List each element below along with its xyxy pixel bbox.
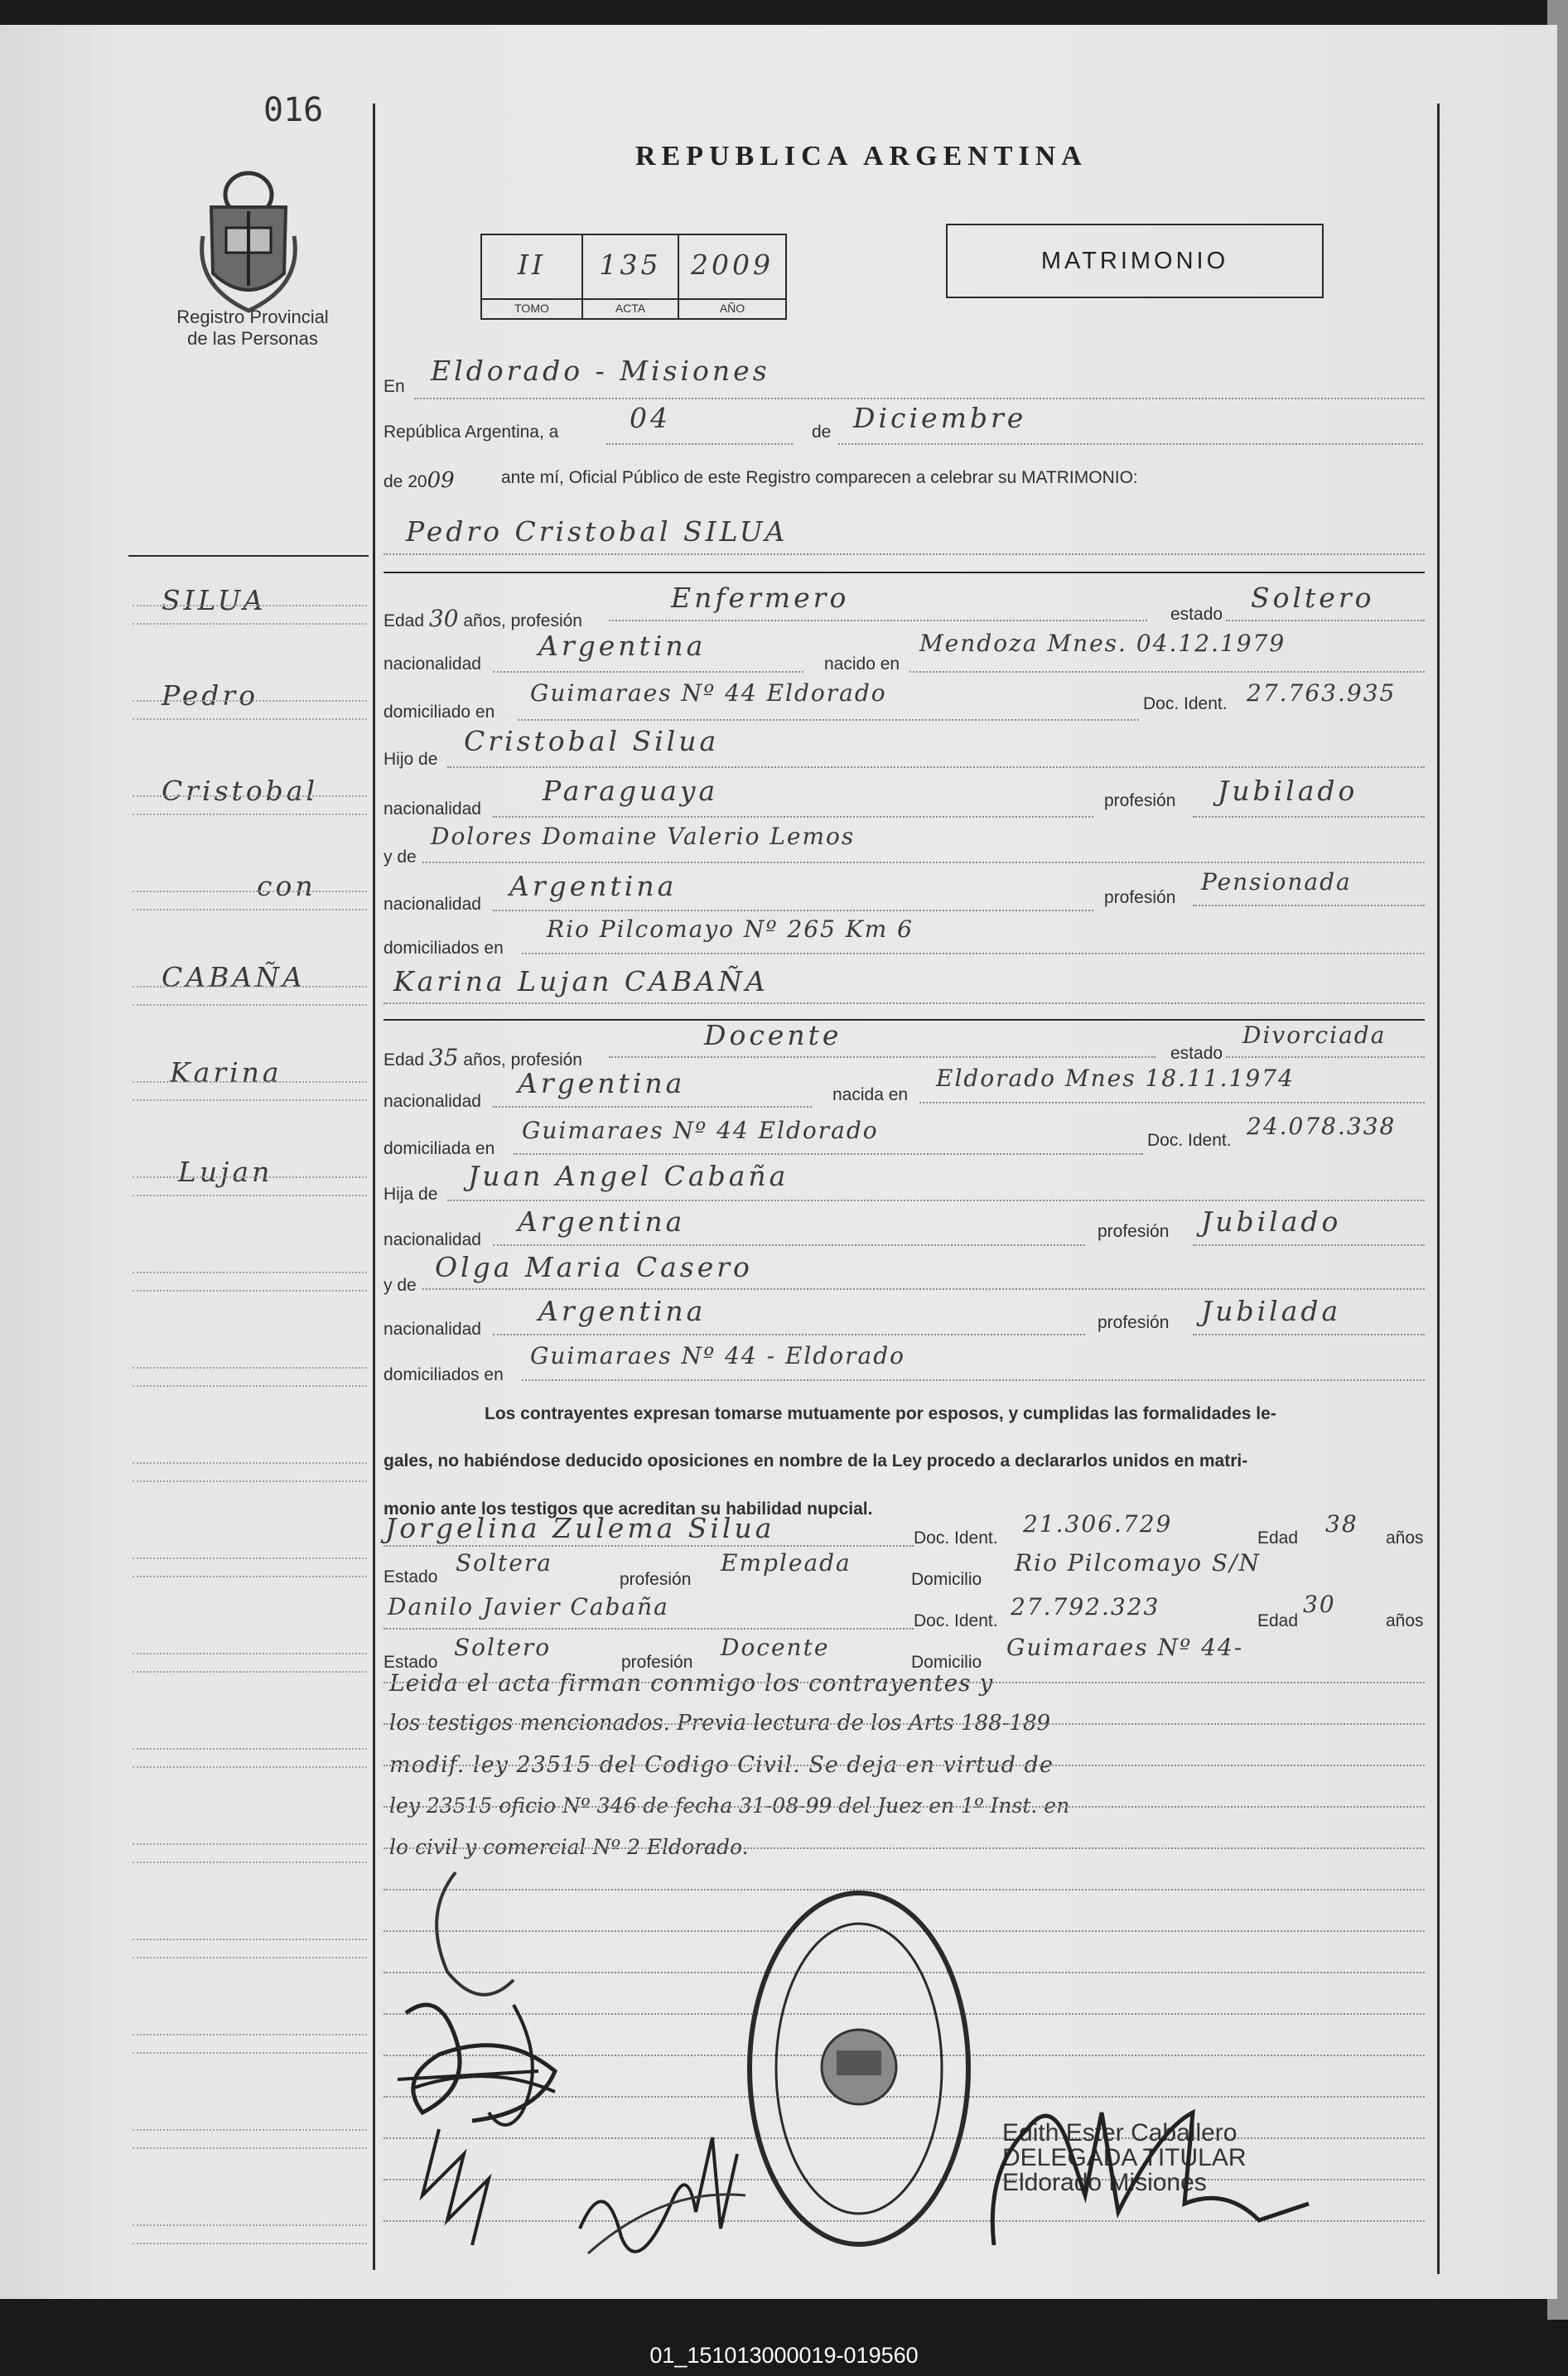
witness1-prof-label: profesión: [620, 1570, 692, 1589]
bride-age-label: Edad 35 años, profesión: [384, 1044, 582, 1071]
bride-father-nationality: Argentina: [518, 1205, 686, 1238]
margin-note-6: Karina: [170, 1056, 282, 1089]
bride-estado-label: estado: [1170, 1044, 1223, 1063]
note-line-5: lo civil y comercial Nº 2 Eldorado.: [389, 1835, 749, 1859]
groom-mother-profession: Pensionada: [1201, 868, 1352, 896]
opening-statement: ante mí, Oficial Público de este Registro comparecen a celebrar su MATRIMONIO:: [501, 468, 1138, 487]
witness2-doc-label: Doc. Ident.: [914, 1611, 998, 1630]
registry-name-line1: Registro Provincial: [176, 307, 329, 327]
year-suffix-value: 09: [427, 468, 455, 493]
witness1-age: 38: [1325, 1510, 1358, 1538]
witness2-name: Danilo Javier Cabaña: [388, 1593, 669, 1620]
acta-label: ACTA: [615, 302, 646, 315]
groom-nationality: Argentina: [538, 630, 707, 662]
margin-note-4: con: [257, 870, 316, 902]
groom-father-profession: Jubilado: [1218, 775, 1358, 807]
bride-and-of-label: y de: [384, 1276, 417, 1295]
margin-top-rule: [128, 555, 369, 557]
anio-label: AÑO: [719, 302, 745, 315]
bride-doc-label: Doc. Ident.: [1147, 1131, 1232, 1150]
groom-marital-status: Soltero: [1251, 582, 1375, 614]
year-prefix-label: de 2009: [384, 468, 455, 493]
witness1-age-label: Edad: [1257, 1528, 1299, 1548]
witness1-name: Jorgelina Zulema Silua: [385, 1512, 775, 1544]
month-value: Diciembre: [853, 402, 1027, 434]
bride-mother-profession: Jubilada: [1201, 1295, 1342, 1327]
record-type: MATRIMONIO: [1040, 247, 1229, 274]
groom-age-label: Edad 30 años, profesión: [384, 605, 582, 632]
registry-number-box: [480, 234, 787, 320]
margin-note-1: SILUA: [162, 584, 267, 616]
groom-full-name: Pedro Cristobal SILUA: [406, 515, 789, 548]
margin-note-7: Lujan: [178, 1156, 273, 1188]
left-column-rule: [373, 104, 375, 2270]
record-type-box: [946, 224, 1324, 298]
witness1-address: Rio Pilcomayo S/N: [1015, 1549, 1262, 1577]
witness2-doc: 27.792.323: [1011, 1593, 1160, 1620]
witness2-address: Guimaraes Nº 44-: [1006, 1634, 1244, 1661]
registry-crest-icon: [186, 162, 311, 319]
witness2-address-label: Domicilio: [911, 1653, 982, 1672]
groom-father: Cristobal Silua: [464, 725, 720, 757]
witness2-status: Soltero: [454, 1634, 552, 1661]
margin-note-3: Cristobal: [162, 775, 318, 807]
bride-born-label: nacida en: [832, 1085, 909, 1104]
bride-mother: Olga Maria Casero: [435, 1251, 753, 1283]
groom-nat-label: nacionalidad: [384, 654, 481, 674]
groom-section-rule: [384, 572, 1425, 573]
country-title: REPUBLICA ARGENTINA: [635, 141, 1088, 171]
witness1-doc-label: Doc. Ident.: [914, 1528, 998, 1548]
witness2-status-label: Estado: [384, 1653, 438, 1672]
witness-signature: [572, 2088, 770, 2287]
delegate-place: Eldorado Misiones: [1002, 2169, 1207, 2196]
delegate-role: DELEGADA TITULAR: [1002, 2144, 1247, 2171]
bride-doc: 24.078.338: [1247, 1113, 1397, 1140]
groom-birth: Mendoza Mnes. 04.12.1979: [919, 630, 1286, 657]
bride-mother-nationality: Argentina: [538, 1295, 707, 1327]
bride-parents-address: Guimaraes Nº 44 - Eldorado: [530, 1342, 906, 1369]
groom-address-label: domiciliado en: [384, 703, 495, 722]
certificate-sheet: [0, 25, 1557, 2299]
bride-father-prof-label: profesión: [1098, 1222, 1170, 1241]
groom-mother-nat-label: nacionalidad: [384, 895, 481, 914]
groom-doc-label: Doc. Ident.: [1143, 694, 1228, 713]
groom-mother-nationality: Argentina: [509, 870, 678, 902]
bride-mother-prof-label: profesión: [1098, 1313, 1170, 1332]
day-value: 04: [630, 402, 671, 434]
registry-name-line2: de las Personas: [187, 328, 318, 349]
declaration-line2: gales, no habiéndose deducido oposiciones en nombre de la Ley procedo a declararlos unidos en matri-: [384, 1451, 1248, 1471]
right-border-rule: [1437, 104, 1440, 2274]
delegate-signature: [977, 2079, 1325, 2262]
bride-mother-nat-label: nacionalidad: [384, 1320, 481, 1339]
groom-born-label: nacido en: [824, 654, 900, 674]
margin-note-2: Pedro: [162, 679, 259, 712]
declaration-line1: Los contrayentes expresan tomarse mutuamente por esposos, y cumplidas las formalidades le-: [485, 1404, 1276, 1423]
witness1-doc: 21.306.729: [1023, 1510, 1173, 1538]
bride-daughter-of-label: Hija de: [384, 1185, 438, 1204]
note-line-4: ley 23515 oficio Nº 346 de fecha 31-08-99 del Juez en 1º Inst. en: [389, 1794, 1070, 1818]
page-number: 016: [263, 91, 324, 129]
groom-son-of-label: Hijo de: [384, 750, 438, 769]
bride-nat-label: nacionalidad: [384, 1092, 481, 1111]
bride-profession: Docente: [704, 1019, 842, 1051]
groom-parents-address: Rio Pilcomayo Nº 265 Km 6: [547, 915, 914, 943]
bride-age: 35: [428, 1044, 459, 1071]
witness1-status: Soltera: [456, 1549, 552, 1577]
bride-father: Juan Angel Cabaña: [468, 1160, 789, 1192]
bride-full-name: Karina Lujan CABAÑA: [393, 965, 769, 997]
note-line-2: los testigos mencionados. Previa lectura de los Arts 188-189: [389, 1711, 1051, 1736]
bride-address: Guimaraes Nº 44 Eldorado: [522, 1117, 879, 1144]
groom-address: Guimaraes Nº 44 Eldorado: [530, 679, 887, 707]
declaration-line3: monio ante los testigos que acreditan su habilidad nupcial.: [384, 1499, 873, 1519]
groom-father-prof-label: profesión: [1104, 791, 1176, 810]
groom-profession: Enfermero: [671, 582, 850, 614]
witness2-prof-label: profesión: [621, 1653, 693, 1672]
bride-parents-address-label: domiciliados en: [384, 1365, 504, 1384]
groom-mother-prof-label: profesión: [1104, 888, 1176, 907]
bride-birth: Eldorado Mnes 18.11.1974: [936, 1065, 1295, 1092]
bride-section-rule: [384, 1019, 1425, 1021]
note-line-1: Leida el acta firman conmigo los contrayentes y: [389, 1669, 994, 1697]
witness2-age-label: Edad: [1257, 1611, 1299, 1630]
margin-note-5: CABAÑA: [162, 961, 306, 993]
registry-name: [157, 307, 348, 350]
tomo-value: II: [517, 249, 547, 281]
republica-label: República Argentina, a: [384, 423, 559, 442]
acta-value: 135: [599, 249, 662, 281]
de-label-1: de: [812, 423, 832, 442]
groom-doc: 27.763.935: [1247, 679, 1397, 707]
groom-father-nat-label: nacionalidad: [384, 799, 481, 819]
witness1-years-label: años: [1386, 1528, 1424, 1548]
bride-address-label: domiciliada en: [384, 1139, 495, 1158]
anio-value: 2009: [691, 249, 774, 281]
groom-age: 30: [428, 605, 459, 632]
official-seal-stamp: [741, 1885, 977, 2253]
groom-mother: Dolores Domaine Valerio Lemos: [431, 823, 856, 850]
bride-marital-status: Divorciada: [1242, 1021, 1387, 1049]
delegate-name: Edith Ester Caballero: [1002, 2119, 1238, 2147]
bride-father-nat-label: nacionalidad: [384, 1230, 481, 1249]
witness2-years-label: años: [1386, 1611, 1424, 1630]
groom-parents-address-label: domiciliados en: [384, 939, 504, 958]
witness2-age: 30: [1303, 1591, 1336, 1618]
tomo-label: TOMO: [514, 302, 549, 315]
witness1-status-label: Estado: [384, 1567, 438, 1586]
witness1-profession: Empleada: [721, 1549, 852, 1577]
witness2-profession: Docente: [721, 1634, 830, 1661]
bride-father-profession: Jubilado: [1201, 1205, 1342, 1238]
groom-and-of-label: y de: [384, 848, 417, 867]
groom-estado-label: estado: [1170, 605, 1223, 624]
note-line-3: modif. ley 23515 del Codigo Civil. Se deja en virtud de: [389, 1752, 1054, 1778]
groom-father-nationality: Paraguaya: [543, 775, 719, 807]
bride-nationality: Argentina: [518, 1067, 686, 1099]
file-id-footer: 01_151013000019-019560: [649, 2343, 919, 2368]
witness1-address-label: Domicilio: [911, 1570, 982, 1589]
en-label: En: [384, 377, 405, 396]
place-value: Eldorado - Misiones: [431, 355, 770, 387]
